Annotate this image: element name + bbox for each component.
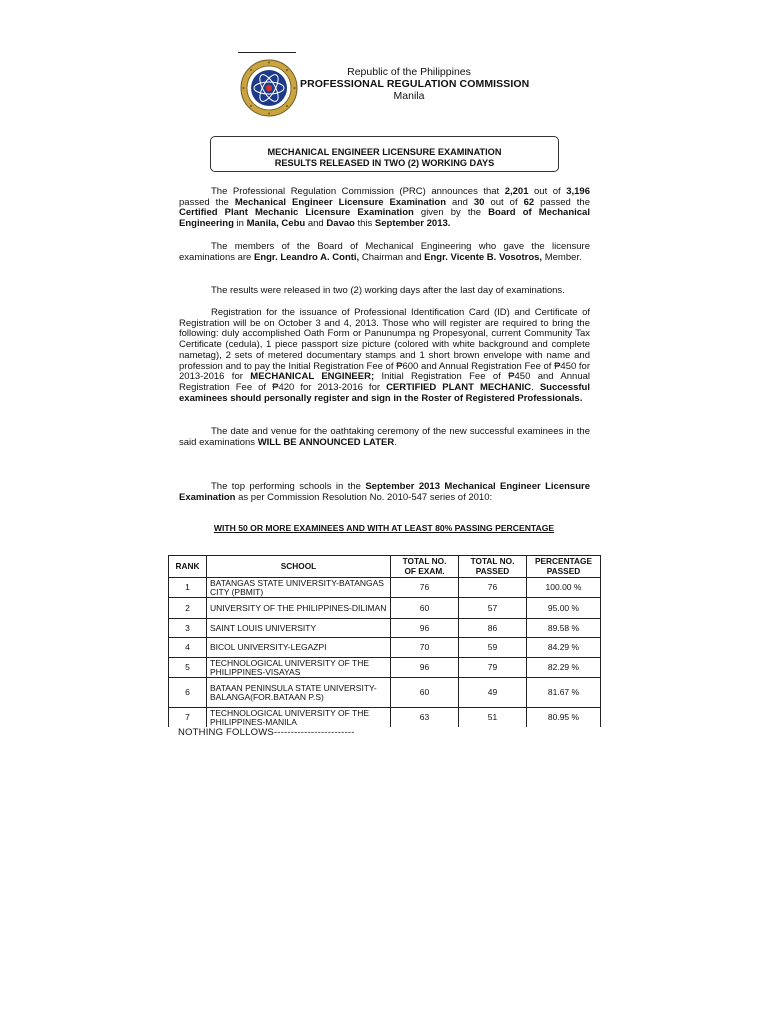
header-republic: Republic of the Philippines: [347, 66, 471, 78]
paragraph-registration: [179, 308, 590, 404]
chairman-name: Engr. Leandro A. Conti,: [253, 251, 360, 263]
cell-rank: 4: [169, 638, 207, 658]
cell-percentage: 80.95 %: [527, 708, 601, 728]
text: passed the: [179, 196, 235, 208]
title-line-2: RESULTS RELEASED IN TWO (2) WORKING DAYS: [274, 158, 495, 168]
cell-percentage: 95.00 %: [527, 598, 601, 619]
text: and: [446, 196, 474, 208]
cell-rank: 5: [169, 658, 207, 678]
text: Chairman and: [359, 251, 425, 263]
header-text: PASSED: [475, 565, 510, 576]
header-city: Manila: [393, 90, 425, 102]
top-schools-table: [168, 555, 601, 727]
title-box: [210, 136, 559, 172]
cell-total-passed: 49: [459, 678, 527, 708]
header-text: PASSED: [546, 565, 581, 576]
paragraph-oathtaking: [179, 427, 590, 448]
cell-total-exam: 63: [391, 708, 459, 728]
text: The top performing schools in the: [211, 481, 366, 492]
profession-name: MECHANICAL ENGINEER;: [250, 371, 375, 383]
prc-seal-logo: [239, 58, 299, 118]
text: out of: [528, 186, 567, 197]
cell-school: SAINT LOUIS UNIVERSITY: [207, 619, 391, 638]
text: out of: [484, 196, 524, 208]
cell-total-exam: 60: [391, 678, 459, 708]
member-name: Engr. Vicente B. Vosotros,: [424, 251, 543, 263]
exam-date: September 2013.: [374, 218, 451, 230]
text: given by the: [413, 207, 489, 219]
text: The date and venue for the oathtaking ceremony of the new successful examinees in the said examinations: [179, 426, 590, 448]
header-text: TOTAL NO.: [470, 556, 515, 566]
cell-rank: 7: [169, 708, 207, 728]
title-line-1: MECHANICAL ENGINEER LICENSURE EXAMINATION: [267, 147, 502, 157]
cell-school: UNIVERSITY OF THE PHILIPPINES-DILIMAN: [207, 598, 391, 619]
table-header-row: [169, 556, 601, 578]
cell-total-exam: 70: [391, 638, 459, 658]
registration-notice: Successful examinees should personally register and sign in the Roster of Registered Professionals.: [179, 381, 590, 404]
place-names: Manila, Cebu: [246, 218, 306, 230]
header-school: SCHOOL: [207, 556, 391, 578]
cell-school: TECHNOLOGICAL UNIVERSITY OF THE PHILIPPINES-VISAYAS: [207, 658, 391, 678]
header-agency-name: PROFESSIONAL REGULATION COMMISSION: [300, 78, 530, 90]
paragraph-announcement: [179, 187, 590, 230]
exam-name: Certified Plant Mechanic Licensure Examination: [179, 207, 414, 219]
cell-total-passed: 57: [459, 598, 527, 619]
cell-percentage: 81.67 %: [527, 678, 601, 708]
cell-percentage: 89.58 %: [527, 619, 601, 638]
table-row: [169, 638, 601, 658]
cell-total-exam: 96: [391, 658, 459, 678]
table-row: [169, 598, 601, 619]
header-text: OF EXAM.: [404, 565, 445, 576]
cell-total-exam: 60: [391, 598, 459, 619]
cell-school: TECHNOLOGICAL UNIVERSITY OF THE PHILIPPINES-MANILA: [207, 708, 391, 728]
paragraph-release: [179, 286, 590, 297]
header-rank: RANK: [169, 556, 207, 578]
text: The Professional Regulation Commission (PRC) announces that: [211, 186, 505, 197]
text: .: [531, 381, 540, 393]
cell-total-exam: 76: [391, 578, 459, 598]
cell-total-passed: 86: [459, 619, 527, 638]
paragraph-board-members: [179, 242, 590, 263]
table-row: [169, 578, 601, 598]
header-text: TOTAL NO.: [402, 556, 447, 566]
cell-school: BATANGAS STATE UNIVERSITY-BATANGAS CITY (PBMIT): [207, 578, 391, 598]
text: .: [394, 436, 397, 448]
header-total-exam: [391, 556, 459, 578]
board-name: Board of Mechanical Engineering: [179, 207, 590, 230]
announcement-notice: WILL BE ANNOUNCED LATER: [257, 436, 395, 448]
nothing-follows-note: NOTHING FOLLOWS------------------------: [178, 727, 355, 738]
place-name: Davao: [326, 218, 355, 230]
text: Initial Registration Fee of ₱450 and Annual Registration Fee of ₱420 for 2013-2016 for: [179, 371, 591, 393]
cell-rank: 6: [169, 678, 207, 708]
text: Registration for the issuance of Professional Identification Card (ID) and Certificate of Registration will be on October 3 and 4, 2013. Those who will register are required to bring the following: duly accomplished Oath Form or Panunumpa ng Propesyonal, current Community Tax Certificate (cedula), 1 piece passport size picture (colored with white background and complete nametag), 2 sets of metered documentary stamps and 1 short brown envelope with name and profession and to pay the Initial Registration Fee of ₱600 and Annual Registration Fee of ₱450 for 2013-2016 for: [179, 307, 590, 383]
header-rule: [238, 52, 296, 53]
total-count: 62: [523, 196, 535, 208]
cell-rank: 1: [169, 578, 207, 598]
table-row: [169, 678, 601, 708]
table-row: [169, 619, 601, 638]
cell-total-passed: 79: [459, 658, 527, 678]
text: in: [233, 218, 247, 230]
total-count: 3,196: [566, 186, 590, 197]
cell-rank: 2: [169, 598, 207, 619]
cell-total-passed: 51: [459, 708, 527, 728]
cell-percentage: 100.00 %: [527, 578, 601, 598]
text: this: [354, 218, 375, 230]
exam-name: Mechanical Engineer Licensure Examination: [234, 196, 447, 208]
text: Member.: [542, 251, 582, 263]
header-percentage: [527, 556, 601, 578]
cell-school: BICOL UNIVERSITY-LEGAZPI: [207, 638, 391, 658]
cell-percentage: 84.29 %: [527, 638, 601, 658]
cell-total-passed: 59: [459, 638, 527, 658]
agency-header: [300, 66, 530, 102]
text: The results were released in two (2) working days after the last day of examinations.: [211, 285, 565, 296]
passed-count: 30: [473, 196, 485, 208]
exam-name: September 2013 Mechanical Engineer Licensure Examination: [179, 481, 590, 503]
cell-total-exam: 96: [391, 619, 459, 638]
cell-rank: 3: [169, 619, 207, 638]
header-text: PERCENTAGE: [534, 556, 592, 566]
profession-name: CERTIFIED PLANT MECHANIC: [386, 381, 532, 393]
table-row: [169, 658, 601, 678]
text: passed the: [534, 196, 590, 208]
paragraph-top-schools: [179, 482, 590, 503]
cell-total-passed: 76: [459, 578, 527, 598]
header-total-passed: [459, 556, 527, 578]
table-row: [169, 708, 601, 728]
text: The members of the Board of Mechanical Engineering who gave the licensure examinations are: [179, 241, 590, 263]
cell-percentage: 82.29 %: [527, 658, 601, 678]
passed-count: 2,201: [504, 186, 529, 197]
table-subheading: WITH 50 OR MORE EXAMINEES AND WITH AT LEAST 80% PASSING PERCENTAGE: [213, 523, 555, 533]
text: as per Commission Resolution No. 2010-547 series of 2010:: [235, 491, 493, 503]
text: and: [305, 218, 327, 230]
cell-school: BATAAN PENINSULA STATE UNIVERSITY-BALANGA(FOR.BATAAN P.S): [207, 678, 391, 708]
